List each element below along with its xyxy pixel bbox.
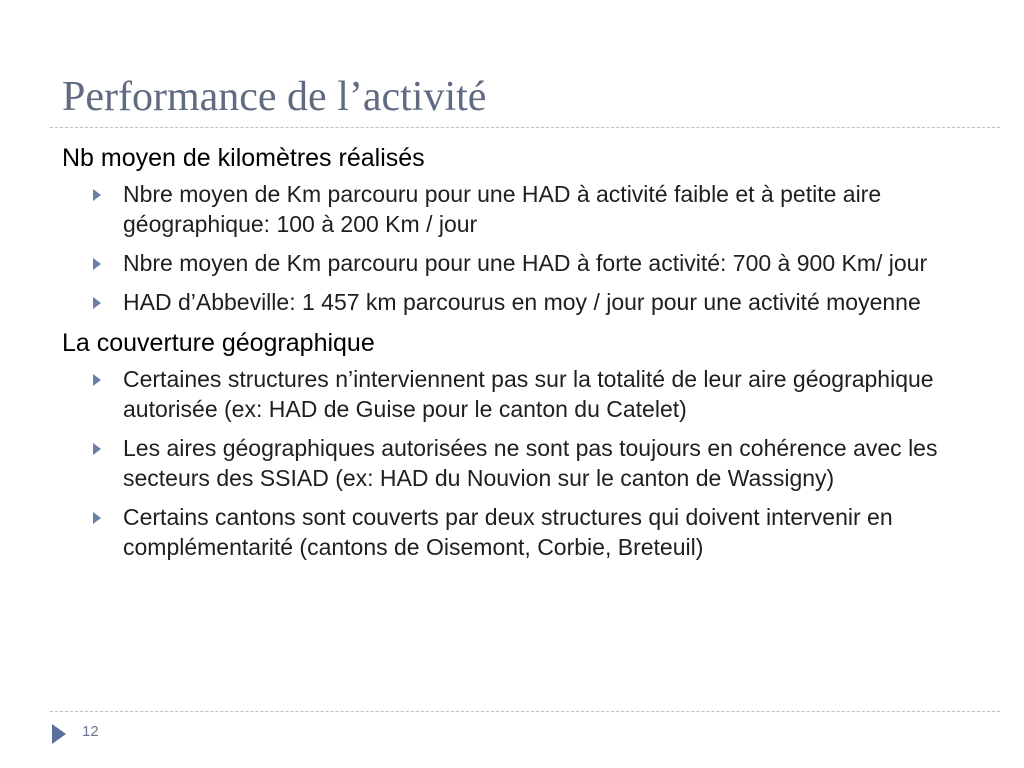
bullet-text: Nbre moyen de Km parcouru pour une HAD à activité faible et à petite aire géographique: 100 à 200 Km / jour [123, 181, 882, 237]
bullet-item [62, 364, 972, 424]
title-divider [50, 127, 1000, 128]
bullet-item [62, 287, 972, 317]
bullet-list [62, 364, 972, 562]
triangle-right-icon [52, 724, 66, 744]
bullet-text: Certains cantons sont couverts par deux structures qui doivent intervenir en complémentarité (cantons de Oisemont, Corbie, Breteuil) [123, 504, 893, 560]
bullet-list [62, 179, 972, 317]
slide-number: 12 [82, 723, 99, 740]
triangle-right-icon [93, 297, 101, 309]
triangle-right-icon [93, 512, 101, 524]
bullet-text: Nbre moyen de Km parcouru pour une HAD à forte activité: 700 à 900 Km/ jour [123, 250, 928, 276]
bullet-item [62, 502, 972, 562]
section-coverage [62, 326, 972, 562]
slide-title: Performance de l’activité [62, 74, 487, 120]
triangle-right-icon [93, 374, 101, 386]
bullet-item [62, 433, 972, 493]
section-distance [62, 141, 972, 317]
triangle-right-icon [93, 258, 101, 270]
slide-body [62, 141, 972, 571]
bullet-text: HAD d’Abbeville: 1 457 km parcourus en moy / jour pour une activité moyenne [123, 289, 921, 315]
triangle-right-icon [93, 443, 101, 455]
footer-divider [50, 711, 1000, 712]
triangle-right-icon [93, 189, 101, 201]
section-heading: Nb moyen de kilomètres réalisés [62, 144, 425, 172]
bullet-text: Certaines structures n’interviennent pas sur la totalité de leur aire géographique autorisée (ex: HAD de Guise pour le canton du Catelet) [123, 366, 934, 422]
bullet-item [62, 179, 972, 239]
bullet-item [62, 248, 972, 278]
section-heading: La couverture géographique [62, 329, 375, 357]
bullet-text: Les aires géographiques autorisées ne sont pas toujours en cohérence avec les secteurs des SSIAD (ex: HAD du Nouvion sur le canton de Wassigny) [123, 435, 938, 491]
